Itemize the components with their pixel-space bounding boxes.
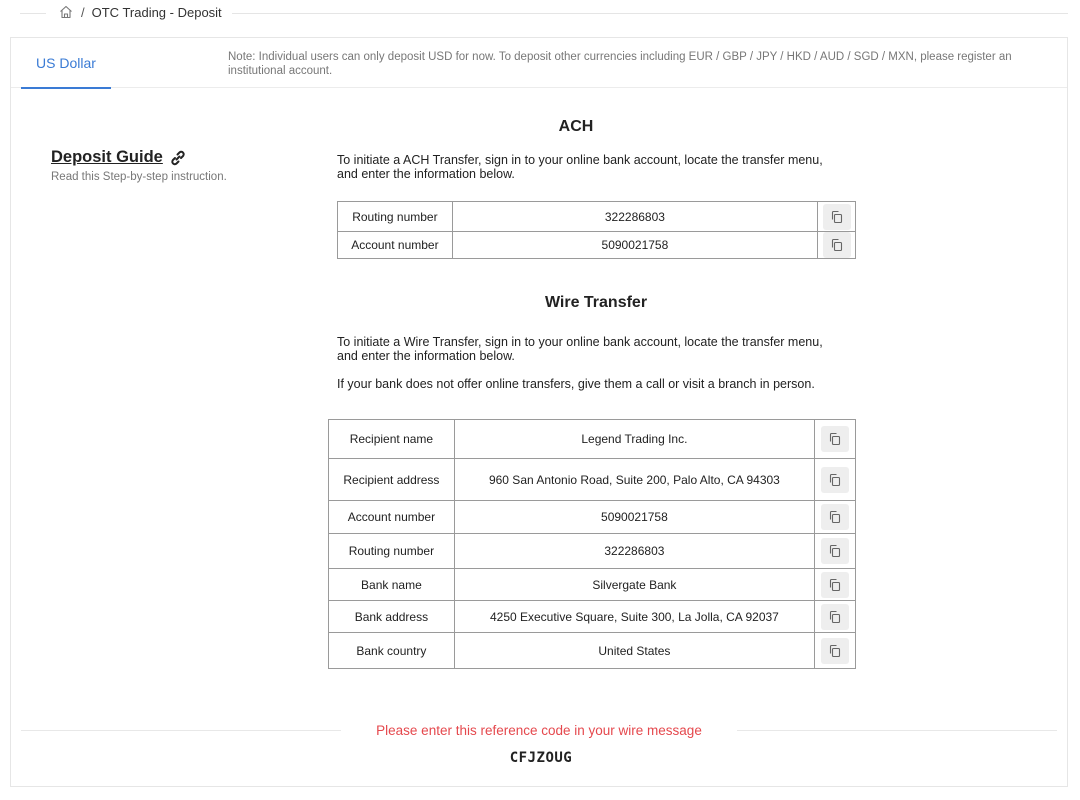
copy-button[interactable] xyxy=(821,604,849,630)
copy-icon xyxy=(828,510,842,524)
wire-note: If your bank does not offer online transfers, give them a call or visit a branch in person. xyxy=(337,377,815,391)
copy-icon xyxy=(828,578,842,592)
link-icon xyxy=(169,149,187,167)
table-row xyxy=(338,202,856,232)
tab-us-dollar[interactable]: US Dollar xyxy=(21,38,111,88)
deposit-guide-link[interactable] xyxy=(51,148,227,167)
row-label: Recipient name xyxy=(329,420,455,459)
breadcrumb xyxy=(0,0,1080,26)
copy-button[interactable] xyxy=(821,638,849,664)
table-row xyxy=(338,232,856,259)
reference-label: Please enter this reference code in your wire message xyxy=(376,723,702,738)
row-label: Bank country xyxy=(329,633,455,669)
deposit-guide-subtitle: Read this Step-by-step instruction. xyxy=(51,171,227,183)
currency-note: Note: Individual users can only deposit USD for now. To deposit other currencies including EUR / GBP / JPY / HKD / AUD / SGD / MXN, please register an institutional account. xyxy=(228,51,1012,77)
reference-divider-left xyxy=(21,730,341,731)
table-row xyxy=(329,420,856,459)
breadcrumb-divider-left xyxy=(20,13,46,14)
row-value: 322286803 xyxy=(454,534,814,569)
table-row xyxy=(329,601,856,633)
row-value: Silvergate Bank xyxy=(454,569,814,601)
deposit-guide xyxy=(51,148,227,183)
row-value: 960 San Antonio Road, Suite 200, Palo Alto, CA 94303 xyxy=(454,459,814,501)
table-row xyxy=(329,459,856,501)
reference-code: CFJZOUG xyxy=(509,750,573,766)
copy-icon xyxy=(828,473,842,487)
breadcrumb-divider-right xyxy=(232,13,1068,14)
home-icon[interactable] xyxy=(58,4,74,20)
row-value: Legend Trading Inc. xyxy=(454,420,814,459)
copy-button[interactable] xyxy=(823,232,851,258)
copy-button[interactable] xyxy=(821,504,849,530)
row-value: 5090021758 xyxy=(454,501,814,534)
breadcrumb-current: OTC Trading - Deposit xyxy=(91,4,222,20)
row-label: Recipient address xyxy=(329,459,455,501)
copy-icon xyxy=(828,432,842,446)
ach-title: ACH xyxy=(558,118,594,135)
copy-icon xyxy=(828,610,842,624)
ach-intro: To initiate a ACH Transfer, sign in to your online bank account, locate the transfer menu, and enter the information below. xyxy=(337,153,823,181)
row-label: Account number xyxy=(329,501,455,534)
table-row xyxy=(329,569,856,601)
row-value: 4250 Executive Square, Suite 300, La Jolla, CA 92037 xyxy=(454,601,814,633)
copy-icon xyxy=(828,544,842,558)
row-value: United States xyxy=(454,633,814,669)
ach-table xyxy=(337,201,856,259)
reference-divider-right xyxy=(737,730,1057,731)
copy-button[interactable] xyxy=(823,204,851,230)
copy-button[interactable] xyxy=(821,426,849,452)
table-row xyxy=(329,501,856,534)
copy-icon xyxy=(830,238,844,252)
table-row xyxy=(329,534,856,569)
row-label: Account number xyxy=(338,232,453,259)
table-row xyxy=(329,633,856,669)
copy-icon xyxy=(828,644,842,658)
card-header xyxy=(11,38,1067,88)
wire-table xyxy=(328,419,856,669)
copy-button[interactable] xyxy=(821,467,849,493)
row-label: Bank address xyxy=(329,601,455,633)
copy-button[interactable] xyxy=(821,538,849,564)
copy-button[interactable] xyxy=(821,572,849,598)
deposit-card xyxy=(10,37,1068,787)
breadcrumb-separator: / xyxy=(81,4,85,20)
deposit-guide-title: Deposit Guide xyxy=(51,148,163,166)
row-value: 5090021758 xyxy=(452,232,817,259)
copy-icon xyxy=(830,210,844,224)
row-label: Routing number xyxy=(329,534,455,569)
row-value: 322286803 xyxy=(452,202,817,232)
row-label: Routing number xyxy=(338,202,453,232)
wire-intro: To initiate a Wire Transfer, sign in to your online bank account, locate the transfer menu, and enter the information below. xyxy=(337,335,823,363)
wire-title: Wire Transfer xyxy=(544,294,648,311)
row-label: Bank name xyxy=(329,569,455,601)
